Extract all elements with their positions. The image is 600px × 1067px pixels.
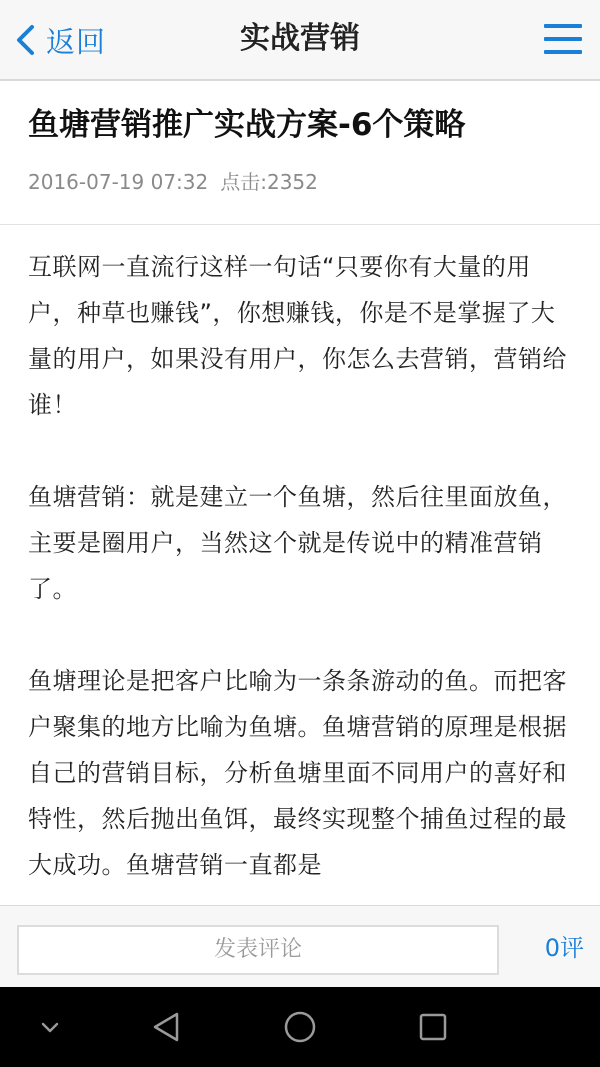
article-views: 点击:2352: [220, 170, 318, 194]
page-title: 实战营销: [240, 21, 360, 56]
article-header: [0, 81, 600, 225]
home-circle-icon[interactable]: [280, 1007, 320, 1047]
comment-input[interactable]: 发表评论: [17, 925, 499, 975]
article-meta: [28, 168, 330, 196]
hamburger-menu-icon[interactable]: [544, 24, 582, 56]
recents-square-icon[interactable]: [413, 1007, 453, 1047]
article-date: 2016-07-19 07:32: [28, 170, 209, 194]
comment-bar: [0, 905, 600, 987]
article-title: 鱼塘营销推广实战方案-6个策略: [28, 107, 466, 143]
article-body: [28, 244, 576, 904]
back-triangle-icon[interactable]: [146, 1007, 186, 1047]
chevron-down-icon[interactable]: [30, 1007, 70, 1047]
back-label: 返回: [46, 24, 107, 59]
article-paragraph: 鱼塘营销：就是建立一个鱼塘，然后往里面放鱼，主要是圈用户，当然这个就是传说中的精准营销了。: [28, 483, 567, 603]
comment-count-button[interactable]: 0评: [544, 934, 584, 962]
app-header: [0, 0, 600, 81]
article-paragraph: 互联网一直流行这样一句话“只要你有大量的用户，种草也赚钱”，你想赚钱，你是不是掌握了大量的用户，如果没有用户，你怎么去营销，营销给谁！: [28, 253, 567, 419]
article-paragraph: 鱼塘理论是把客户比喻为一条条游动的鱼。而把客户聚集的地方比喻为鱼塘。鱼塘营销的原理是根据自己的营销目标，分析鱼塘里面不同用户的喜好和特性，然后抛出鱼饵，最终实现整个捕鱼过程的最大成功。鱼塘营销一直都是: [28, 667, 567, 879]
system-navigation-bar: [0, 987, 600, 1067]
